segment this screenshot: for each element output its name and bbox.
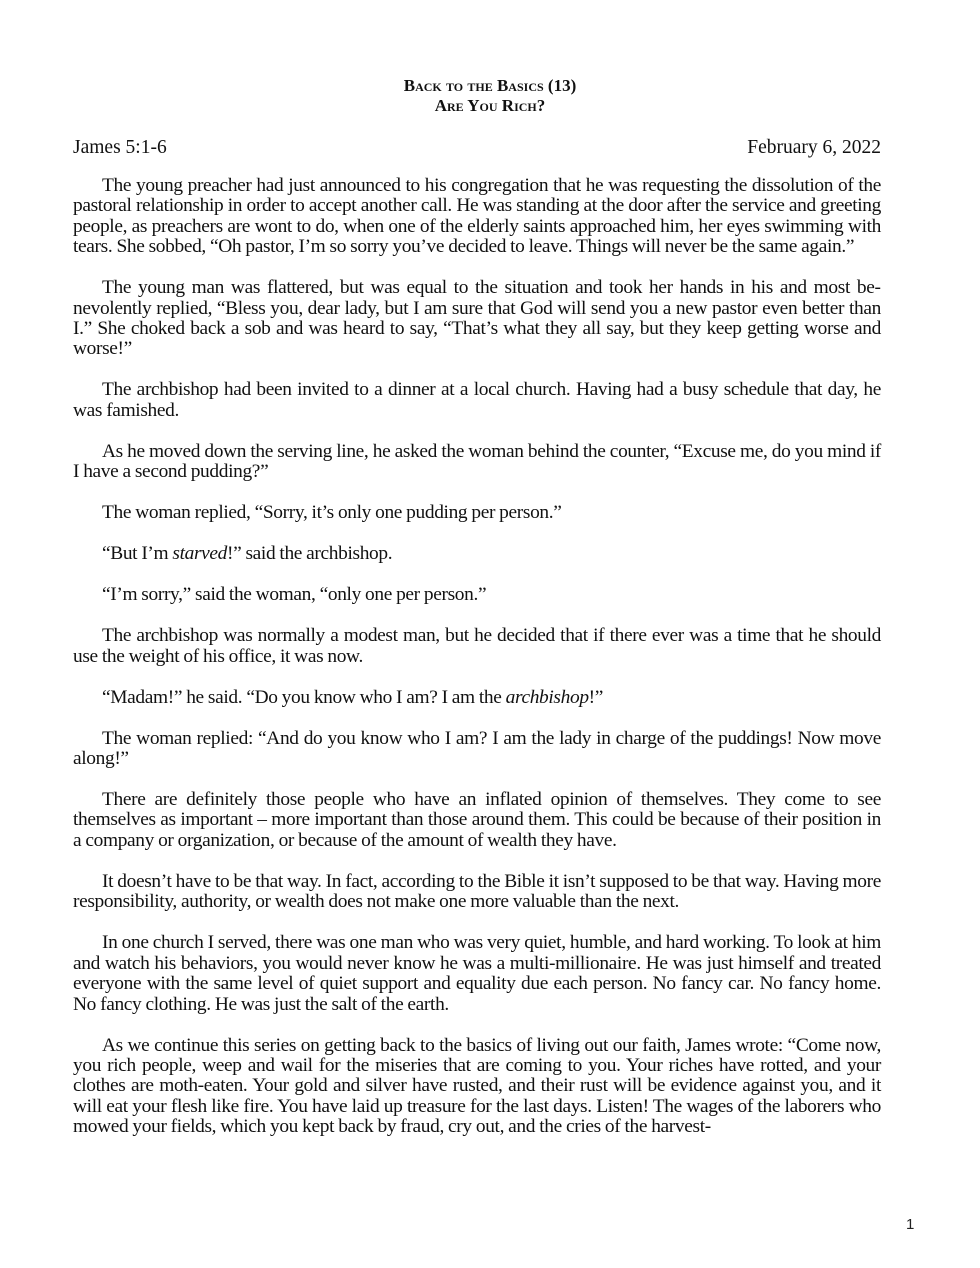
- madam-after: !”: [588, 686, 604, 708]
- paragraph: In one church I served, there was one man who was very quiet, humble, and hard working. To look at him and watch his behaviors, you would never know he was a multi-millionaire. He was just himself and treated everyone with the same level of quiet support and equality due each person. No fancy car. No fancy home. No fancy clothing. He was just the salt of the earth.: [73, 932, 881, 1015]
- paragraph: “I’m sorry,” said the woman, “only one per person.”: [102, 584, 487, 606]
- title-block: [0, 76, 980, 116]
- paragraph: The woman replied, “Sorry, it’s only one pudding per person.”: [102, 502, 562, 524]
- page-number: 1: [906, 1216, 915, 1233]
- scripture-reference: James 5:1-6: [73, 137, 167, 158]
- series-title: Back to the Basics (13): [403, 76, 577, 95]
- paragraph: The young preacher had just announced to his congregation that he was requesting the dissolution of the pastoral relationship in order to accept another call. He was standing at the door after the service and greeting people, as preachers are wont to do, when one of the elderly saints approached him, her eyes swimming with tears. She sobbed, “Oh pastor, I’m so sorry you’ve decided to leave. Things will never be the same again.”: [73, 175, 881, 258]
- madam-before: “Madam!” he said. “Do you know who I am? I am the: [102, 686, 506, 708]
- starved-before: “But I’m: [102, 543, 173, 565]
- paragraph: As we continue this series on getting back to the basics of living out our faith, James wrote: “Come now, you rich people, weep and wail for the miseries that are coming to you. Your riches have rotted, and your clothes are moth-eaten. Your gold and silver have rusted, and their rust will be evidence against you, and it will eat your flesh like fire. You have laid up treasure for the last days. Listen! The wages of the laborers who mowed your fields, which you kept back by fraud, cry out, and the cries of the harvest-: [73, 1034, 881, 1138]
- starved-emphasis: starved: [172, 543, 228, 565]
- madam-emphasis: archbishop: [505, 686, 589, 708]
- paragraph: The woman replied: “And do you know who I am? I am the lady in charge of the puddings! Now move along!”: [73, 727, 881, 770]
- body-text: [73, 176, 881, 1158]
- starved-after: !” said the archbishop.: [227, 543, 393, 565]
- sermon-title: Are You Rich?: [434, 96, 546, 115]
- meta-row: [73, 137, 881, 159]
- paragraph: The archbishop had been invited to a dinner at a local church. Having had a busy schedule that day, he was famished.: [73, 379, 881, 421]
- paragraph: As he moved down the serving line, he asked the woman behind the counter, “Excuse me, do you mind if I have a second pudding?”: [73, 440, 881, 483]
- paragraph: The young man was flattered, but was equal to the situation and took her hands in his and most benevolently replied, “Bless you, dear lady, but I am sure that God will send you a new pastor even better than I.” She choked back a sob and was heard to say, “That’s what they all say, but they keep getting worse and worse!”: [73, 277, 881, 360]
- paragraph: It doesn’t have to be that way. In fact, according to the Bible it isn’t supposed to be that way. Having more responsibility, authority, or wealth does not make one more valuable than the next.: [73, 870, 881, 913]
- paragraph: The archbishop was normally a modest man, but he decided that if there ever was a time that he should use the weight of his office, it was now.: [73, 625, 881, 667]
- paragraph: There are definitely those people who have an inflated opinion of themselves. They come to see themselves as important – more important than those around them. This could be because of their position in a company or organization, or because of the amount of wealth they have.: [73, 789, 881, 851]
- paragraph-starved: [73, 544, 881, 564]
- paragraph-madam: [73, 688, 881, 708]
- sermon-date: February 6, 2022: [747, 137, 881, 158]
